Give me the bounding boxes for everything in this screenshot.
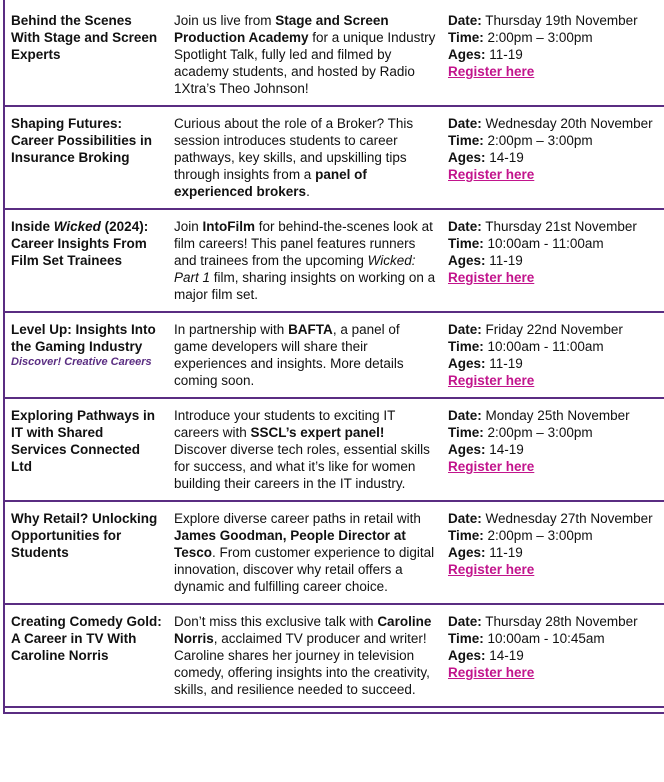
- event-description: Don’t miss this exclusive talk with Caroline Norris, acclaimed TV producer and writer! Caroline shares her journey in television comedy, offering insights into the creativity, skills, and resilience needed to succeed.: [168, 604, 442, 707]
- register-link[interactable]: Register here: [448, 562, 535, 577]
- event-description: Explore diverse career paths in retail with James Goodman, People Director at Tesco. From customer experience to digital innovation, discover why retail offers a dynamic and fulfilling career choice.: [168, 501, 442, 604]
- event-details: [442, 209, 664, 312]
- event-title: Exploring Pathways in IT with Shared Services Connected Ltd: [4, 398, 168, 501]
- event-details: [442, 312, 664, 398]
- event-row: [4, 501, 664, 604]
- event-time: Time: 2:00pm – 3:00pm: [448, 528, 593, 543]
- event-title: Shaping Futures: Career Possibilities in Insurance Broking: [4, 106, 168, 209]
- event-details: [442, 106, 664, 209]
- event-details: [442, 398, 664, 501]
- event-description: Curious about the role of a Broker? This session introduces students to career pathways, key skills, and upskilling tips through insights from a panel of experienced brokers.: [168, 106, 442, 209]
- event-time: Time: 10:00am - 11:00am: [448, 339, 604, 354]
- event-row: [4, 0, 664, 106]
- event-row: [4, 312, 664, 398]
- register-link[interactable]: Register here: [448, 167, 535, 182]
- event-date: Date: Thursday 21st November: [448, 219, 637, 234]
- register-link[interactable]: Register here: [448, 665, 535, 680]
- event-ages: Ages: 11-19: [448, 356, 523, 371]
- table-bottom-spacer: [4, 707, 664, 713]
- event-description: Join IntoFilm for behind-the-scenes look at film careers! This panel features runners and trainees from the upcoming Wicked: Part 1 film, sharing insights on working on a major film set.: [168, 209, 442, 312]
- event-description: Join us live from Stage and Screen Production Academy for a unique Industry Spotlight Talk, fully led and filmed by academy students, and hosted by Radio 1Xtra’s Theo Johnson!: [168, 0, 442, 106]
- event-time: Time: 10:00am - 11:00am: [448, 236, 604, 251]
- event-title: Why Retail? Unlocking Opportunities for Students: [4, 501, 168, 604]
- register-link[interactable]: Register here: [448, 459, 535, 474]
- event-title: Creating Comedy Gold: A Career in TV With Caroline Norris: [4, 604, 168, 707]
- event-ages: Ages: 14-19: [448, 442, 524, 457]
- event-date: Date: Monday 25th November: [448, 408, 630, 423]
- event-row: [4, 604, 664, 707]
- event-title: Behind the Scenes With Stage and Screen Experts: [4, 0, 168, 106]
- register-link[interactable]: Register here: [448, 373, 535, 388]
- event-date: Date: Thursday 19th November: [448, 13, 638, 28]
- event-title: Level Up: Insights Into the Gaming Industry Discover! Creative Careers: [4, 312, 168, 398]
- event-ages: Ages: 14-19: [448, 150, 524, 165]
- event-description: In partnership with BAFTA, a panel of game developers will share their experiences and insights. More details coming soon.: [168, 312, 442, 398]
- event-ages: Ages: 11-19: [448, 253, 523, 268]
- event-row: [4, 106, 664, 209]
- event-date: Date: Friday 22nd November: [448, 322, 623, 337]
- register-link[interactable]: Register here: [448, 64, 535, 79]
- event-date: Date: Wednesday 20th November: [448, 116, 653, 131]
- event-details: [442, 604, 664, 707]
- event-ages: Ages: 14-19: [448, 648, 524, 663]
- event-date: Date: Thursday 28th November: [448, 614, 638, 629]
- event-details: [442, 501, 664, 604]
- event-time: Time: 10:00am - 10:45am: [448, 631, 605, 646]
- event-ages: Ages: 11-19: [448, 47, 523, 62]
- event-time: Time: 2:00pm – 3:00pm: [448, 425, 593, 440]
- event-row: [4, 209, 664, 312]
- register-link[interactable]: Register here: [448, 270, 535, 285]
- event-time: Time: 2:00pm – 3:00pm: [448, 133, 593, 148]
- event-date: Date: Wednesday 27th November: [448, 511, 653, 526]
- event-row: [4, 398, 664, 501]
- event-ages: Ages: 11-19: [448, 545, 523, 560]
- event-details: [442, 0, 664, 106]
- event-description: Introduce your students to exciting IT careers with SSCL’s expert panel! Discover diverse tech roles, essential skills for success, and what it’s like for women building their careers in the IT industry.: [168, 398, 442, 501]
- event-title: Inside Wicked (2024): Career Insights From Film Set Trainees: [4, 209, 168, 312]
- event-tag: Discover! Creative Careers: [11, 356, 152, 368]
- event-time: Time: 2:00pm – 3:00pm: [448, 30, 593, 45]
- events-table: [3, 0, 664, 714]
